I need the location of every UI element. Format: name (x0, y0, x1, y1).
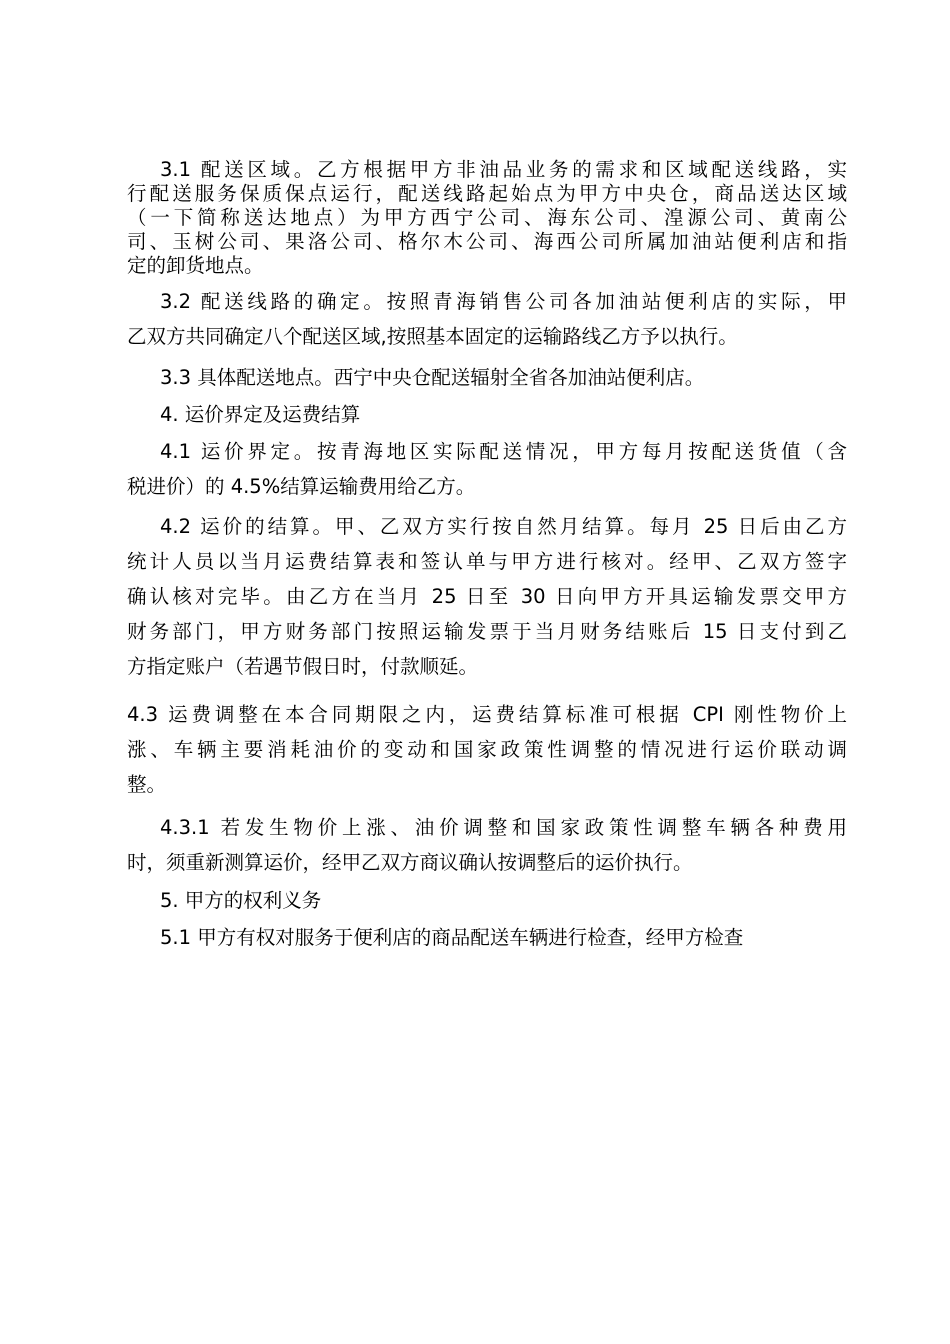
paragraph-3-3 (127, 360, 847, 395)
text-line: 4. 运价界定及运费结算 (160, 403, 361, 426)
text-line: 乙双方共同确定八个配送区域,按照基本固定的运输路线乙方予以执行。 (127, 325, 738, 348)
text-line: 整。 (127, 773, 167, 796)
paragraph-4-3 (127, 697, 847, 802)
paragraph-4-1 (127, 434, 847, 504)
text-line: 3.1 配送区域。乙方根据甲方非油品业务的需求和区域配送线路，实 (160, 158, 847, 181)
text-line: （一下简称送达地点）为甲方西宁公司、海东公司、湟源公司、黄南公 (127, 206, 847, 229)
text-line: 统计人员以当月运费结算表和签认单与甲方进行核对。经甲、乙双方签字 (127, 550, 847, 573)
text-line: 司、玉树公司、果洛公司、格尔木公司、海西公司所属加油站便利店和指 (127, 230, 847, 253)
text-line: 涨、车辆主要消耗油价的变动和国家政策性调整的情况进行运价联动调 (127, 738, 847, 761)
paragraph-5-1 (127, 920, 847, 955)
text-line: 4.3.1 若发生物价上涨、油价调整和国家政策性调整车辆各种费用 (160, 816, 847, 839)
paragraph-4-3-1 (127, 810, 847, 880)
text-line: 4.2 运价的结算。甲、乙双方实行按自然月结算。每月 25 日后由乙方 (160, 515, 847, 538)
paragraph-3-1 (127, 158, 847, 278)
text-line: 3.2 配送线路的确定。按照青海销售公司各加油站便利店的实际，甲 (160, 290, 847, 313)
text-line: 3.3 具体配送地点。西宁中央仓配送辐射全省各加油站便利店。 (160, 366, 705, 389)
text-line: 确认核对完毕。由乙方在当月 25 日至 30 日向甲方开具运输发票交甲方 (127, 585, 847, 608)
paragraph-3-2 (127, 284, 847, 354)
text-line: 税进价）的 4.5%结算运输费用给乙方。 (127, 475, 476, 498)
text-line: 4.3 运费调整在本合同期限之内，运费结算标准可根据 CPI 刚性物价上 (127, 703, 847, 726)
text-line: 时，须重新测算运价，经甲乙双方商议确认按调整后的运价执行。 (127, 851, 693, 874)
text-line: 方指定账户（若遇节假日时，付款顺延。 (127, 655, 479, 678)
heading-section-4 (127, 397, 847, 432)
heading-section-5 (127, 883, 847, 918)
text-line: 定的卸货地点。 (127, 254, 264, 277)
text-line: 5.1 甲方有权对服务于便利店的商品配送车辆进行检查，经甲方检查 (160, 926, 744, 949)
text-line: 5. 甲方的权利义务 (160, 889, 322, 912)
text-line: 财务部门，甲方财务部门按照运输发票于当月财务结账后 15 日支付到乙 (127, 620, 847, 643)
paragraph-4-2 (127, 509, 847, 684)
text-line: 行配送服务保质保点运行，配送线路起始点为甲方中央仓，商品送达区域 (127, 182, 847, 205)
text-line: 4.1 运价界定。按青海地区实际配送情况，甲方每月按配送货值（含 (160, 440, 847, 463)
